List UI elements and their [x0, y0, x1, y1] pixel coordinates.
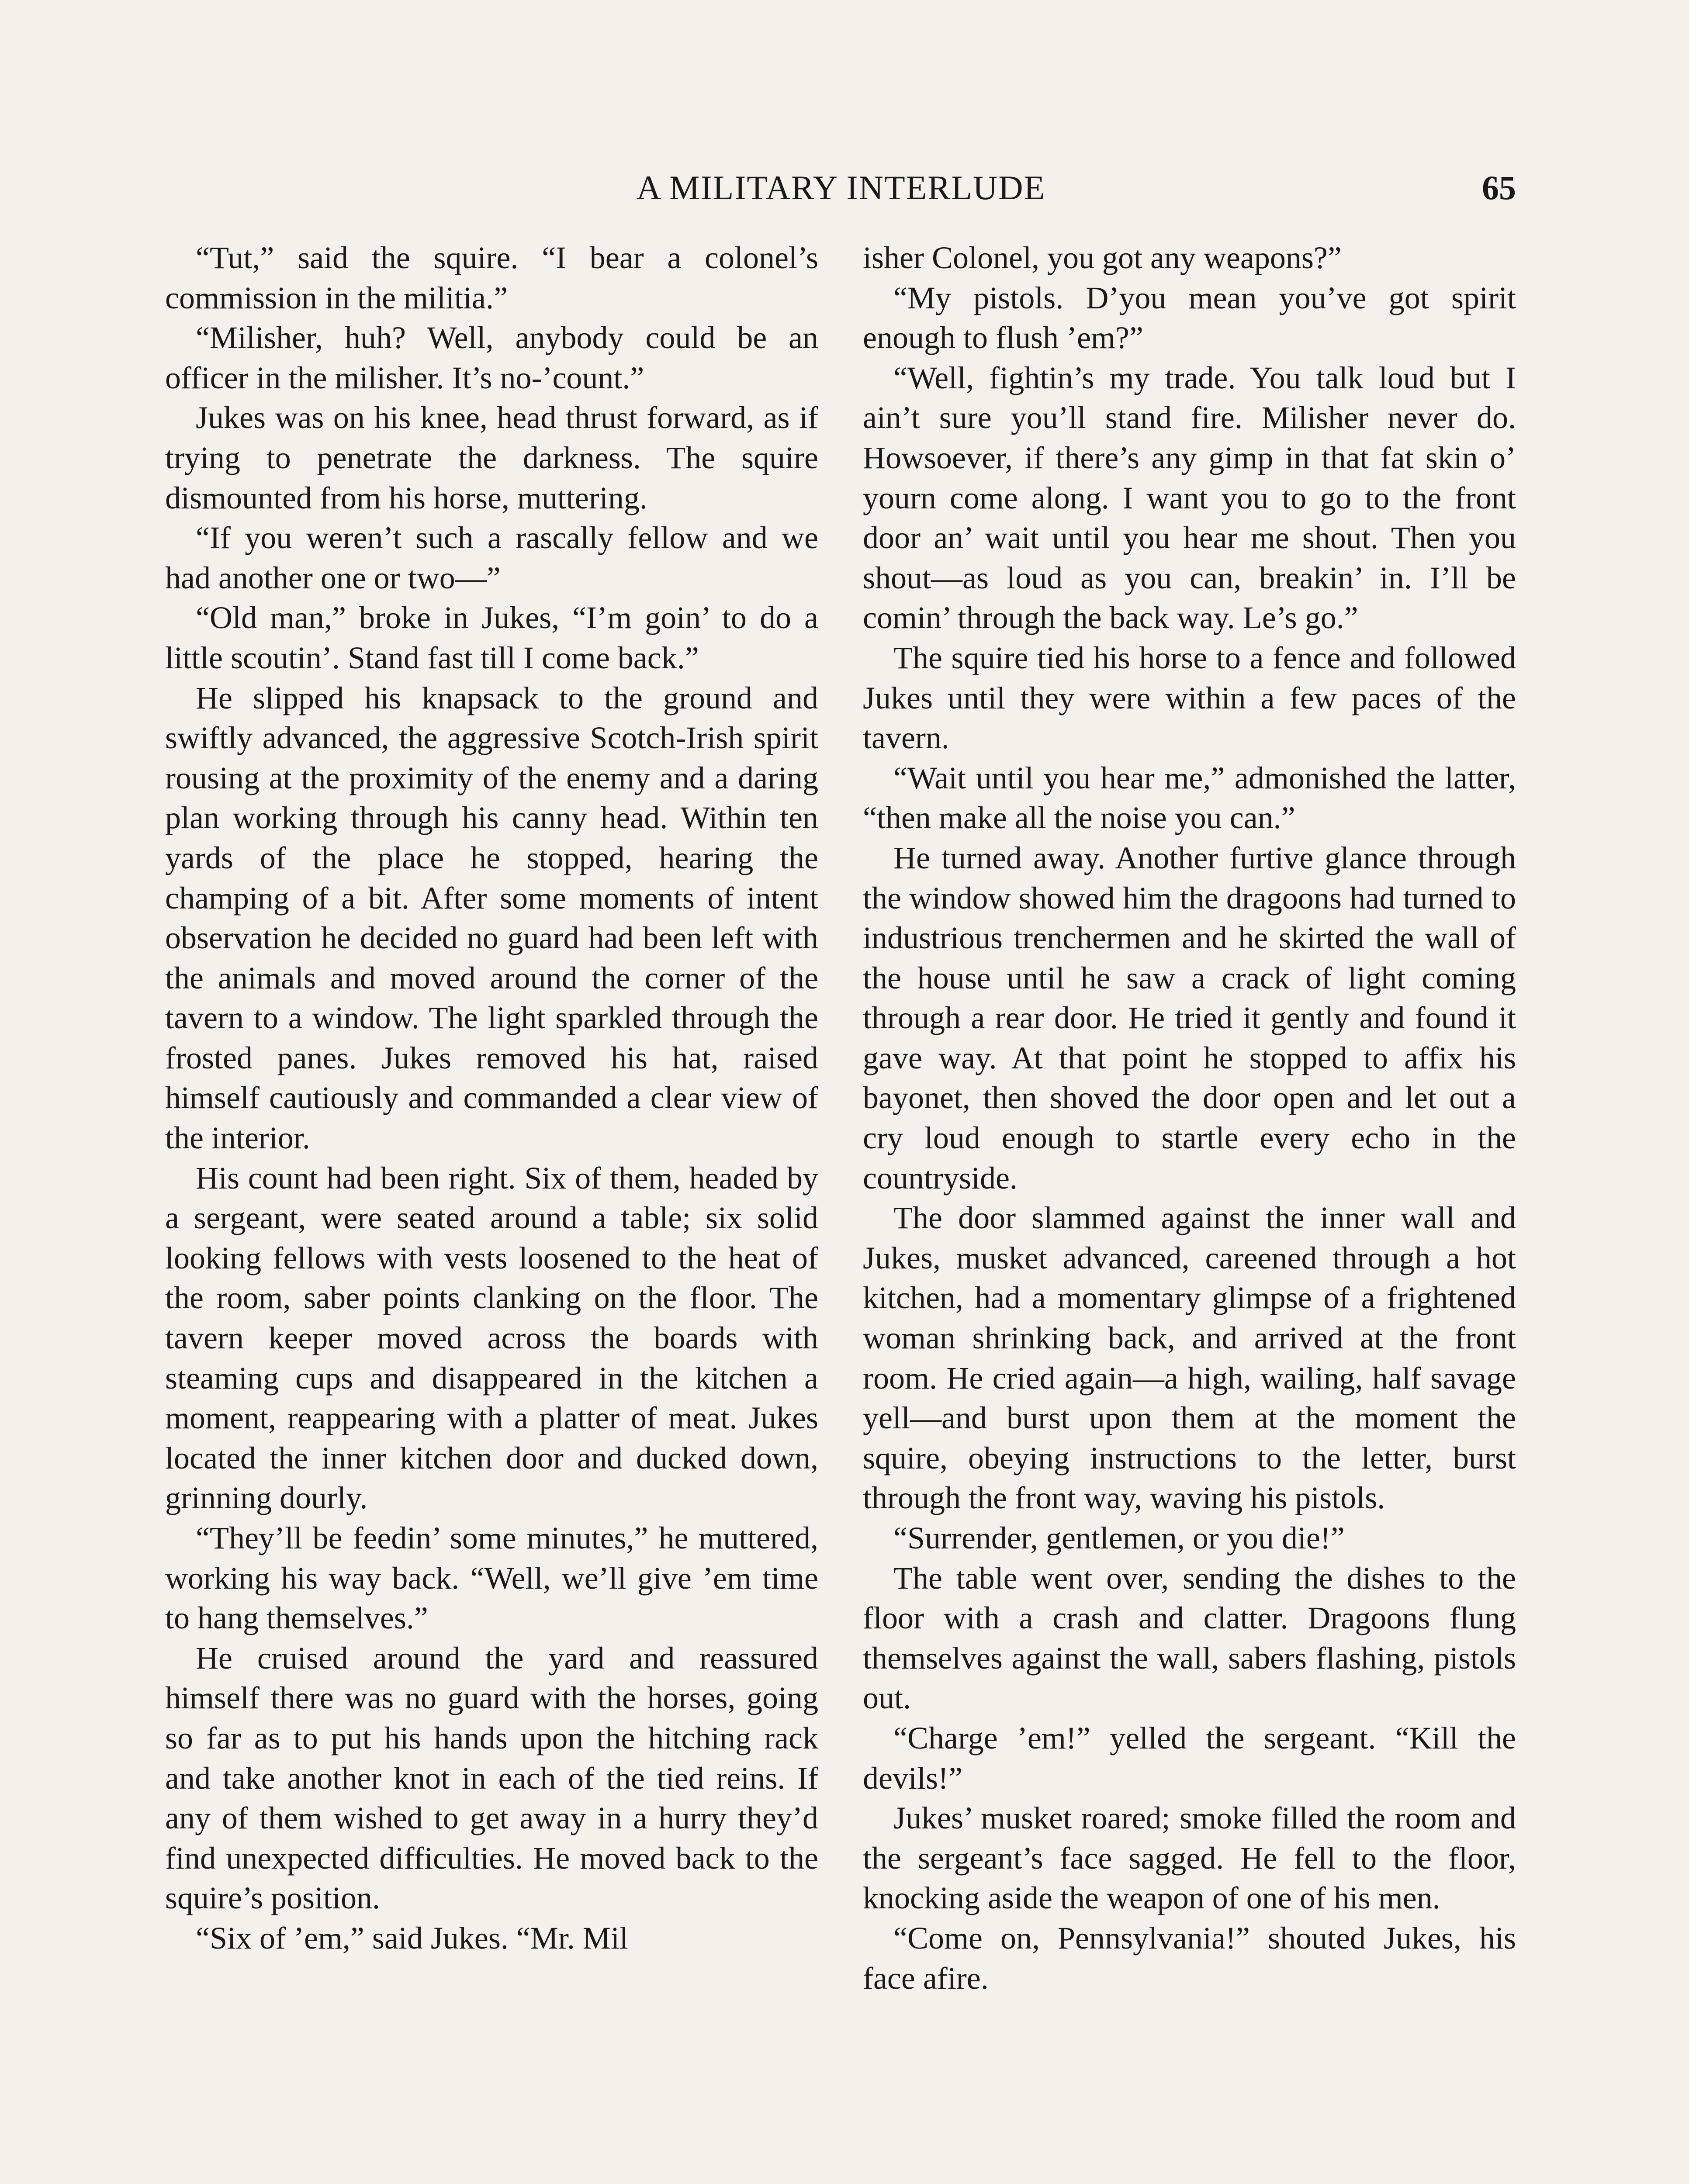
paragraph: “Surrender, gentlemen, or you die!”: [893, 1521, 1345, 1555]
paragraph: isher Colonel, you got any weapons?”: [863, 240, 1342, 275]
paragraph: “Well, fightin’s my trade. You talk loud but I ain’t sure you’ll stand fire. Milisher never do. Howsoever, if there’s any gimp in that fat skin o’ yourn come along. I want you to go to the front door an’ wait until you hear me shout. Then you shout—as loud as you can, breakin’ in. I’ll be comin’ through the back way. Le’s go.”: [863, 360, 1516, 636]
paragraph: The squire tied his horse to a fence and followed Jukes until they were within a few paces of the tavern.: [863, 640, 1516, 756]
left-column: [165, 238, 818, 1959]
paragraph: “Wait until you hear me,” admonished the latter, “then make all the noise you can.”: [863, 760, 1516, 836]
paragraph: “Tut,” said the squire. “I bear a colonel’s commission in the militia.”: [165, 240, 818, 315]
paragraph: The table went over, sending the dishes to the floor with a crash and clatter. Dragoons flung themselves against the wall, sabers flashing, pistols out.: [863, 1560, 1516, 1716]
paragraph: “My pistols. D’you mean you’ve got spirit enough to flush ’em?”: [863, 280, 1516, 356]
paragraph: “If you weren’t such a rascally fellow and we had another one or two—”: [165, 520, 818, 595]
paragraph: “Milisher, huh? Well, anybody could be an officer in the milisher. It’s no-’count.”: [165, 320, 818, 395]
page-header: [166, 166, 1516, 210]
paragraph: He turned away. Another furtive glance through the window showed him the dragoons had turned to industrious trenchermen and he skirted the wall of the house until he saw a crack of light coming through a rear door. He tried it gently and found it gave way. At that point he stopped to affix his bayonet, then shoved the door open and let out a cry loud enough to startle every echo in the countryside.: [863, 840, 1516, 1196]
paragraph: “Old man,” broke in Jukes, “I’m goin’ to do a little scoutin’. Stand fast till I come back.”: [165, 600, 818, 675]
paragraph: “They’ll be feedin’ some minutes,” he muttered, working his way back. “Well, we’ll give ’em time to hang themselves.”: [165, 1521, 818, 1636]
paragraph: “Six of ’em,” said Jukes. “Mr. Mil: [196, 1920, 628, 1956]
paragraph: Jukes was on his knee, head thrust forward, as if trying to penetrate the darkness. The squire dismounted from his horse, muttering.: [165, 400, 818, 515]
paragraph: Jukes’ musket roared; smoke filled the room and the sergeant’s face sagged. He fell to the floor, knocking aside the weapon of one of his men.: [863, 1800, 1516, 1916]
paragraph: The door slammed against the inner wall and Jukes, musket advanced, careened through a hot kitchen, had a momentary glimpse of a frightened woman shrinking back, and arrived at the front room. He cried again—a high, wailing, half savage yell—and burst upon them at the moment the squire, obeying instructions to the letter, burst through the front way, waving his pistols.: [863, 1200, 1516, 1516]
paragraph: He slipped his knapsack to the ground and swiftly advanced, the aggressive Scotch-Irish spirit rousing at the proximity of the enemy and a daring plan working through his canny head. Within ten yards of the place he stopped, hearing the champing of a bit. After some moments of intent observation he decided no guard had been left with the animals and moved around the corner of the tavern to a window. The light sparkled through the frosted panes. Jukes removed his hat, raised himself cautiously and commanded a clear view of the interior.: [165, 680, 818, 1156]
paragraph: “Charge ’em!” yelled the sergeant. “Kill the devils!”: [863, 1720, 1516, 1796]
paragraph: “Come on, Pennsylvania!” shouted Jukes, his face afire.: [863, 1920, 1516, 1996]
paragraph: His count had been right. Six of them, headed by a sergeant, were seated around a table; six solid looking fellows with vests loosened to the heat of the room, saber points clanking on the floor. The tavern keeper moved across the boards with steaming cups and disappeared in the kitchen a moment, reappearing with a platter of meat. Jukes located the inner kitchen door and ducked down, grinning dourly.: [165, 1160, 818, 1516]
right-column: [863, 238, 1516, 1998]
paragraph: He cruised around the yard and reassured himself there was no guard with the horses, going so far as to put his hands upon the hitching rack and take another knot in each of the tied reins. If any of them wished to get away in a hurry they’d find unexpected difficulties. He moved back to the squire’s position.: [165, 1640, 818, 1916]
running-title: A MILITARY INTERLUDE: [636, 169, 1046, 207]
page-number: 65: [1482, 169, 1516, 207]
